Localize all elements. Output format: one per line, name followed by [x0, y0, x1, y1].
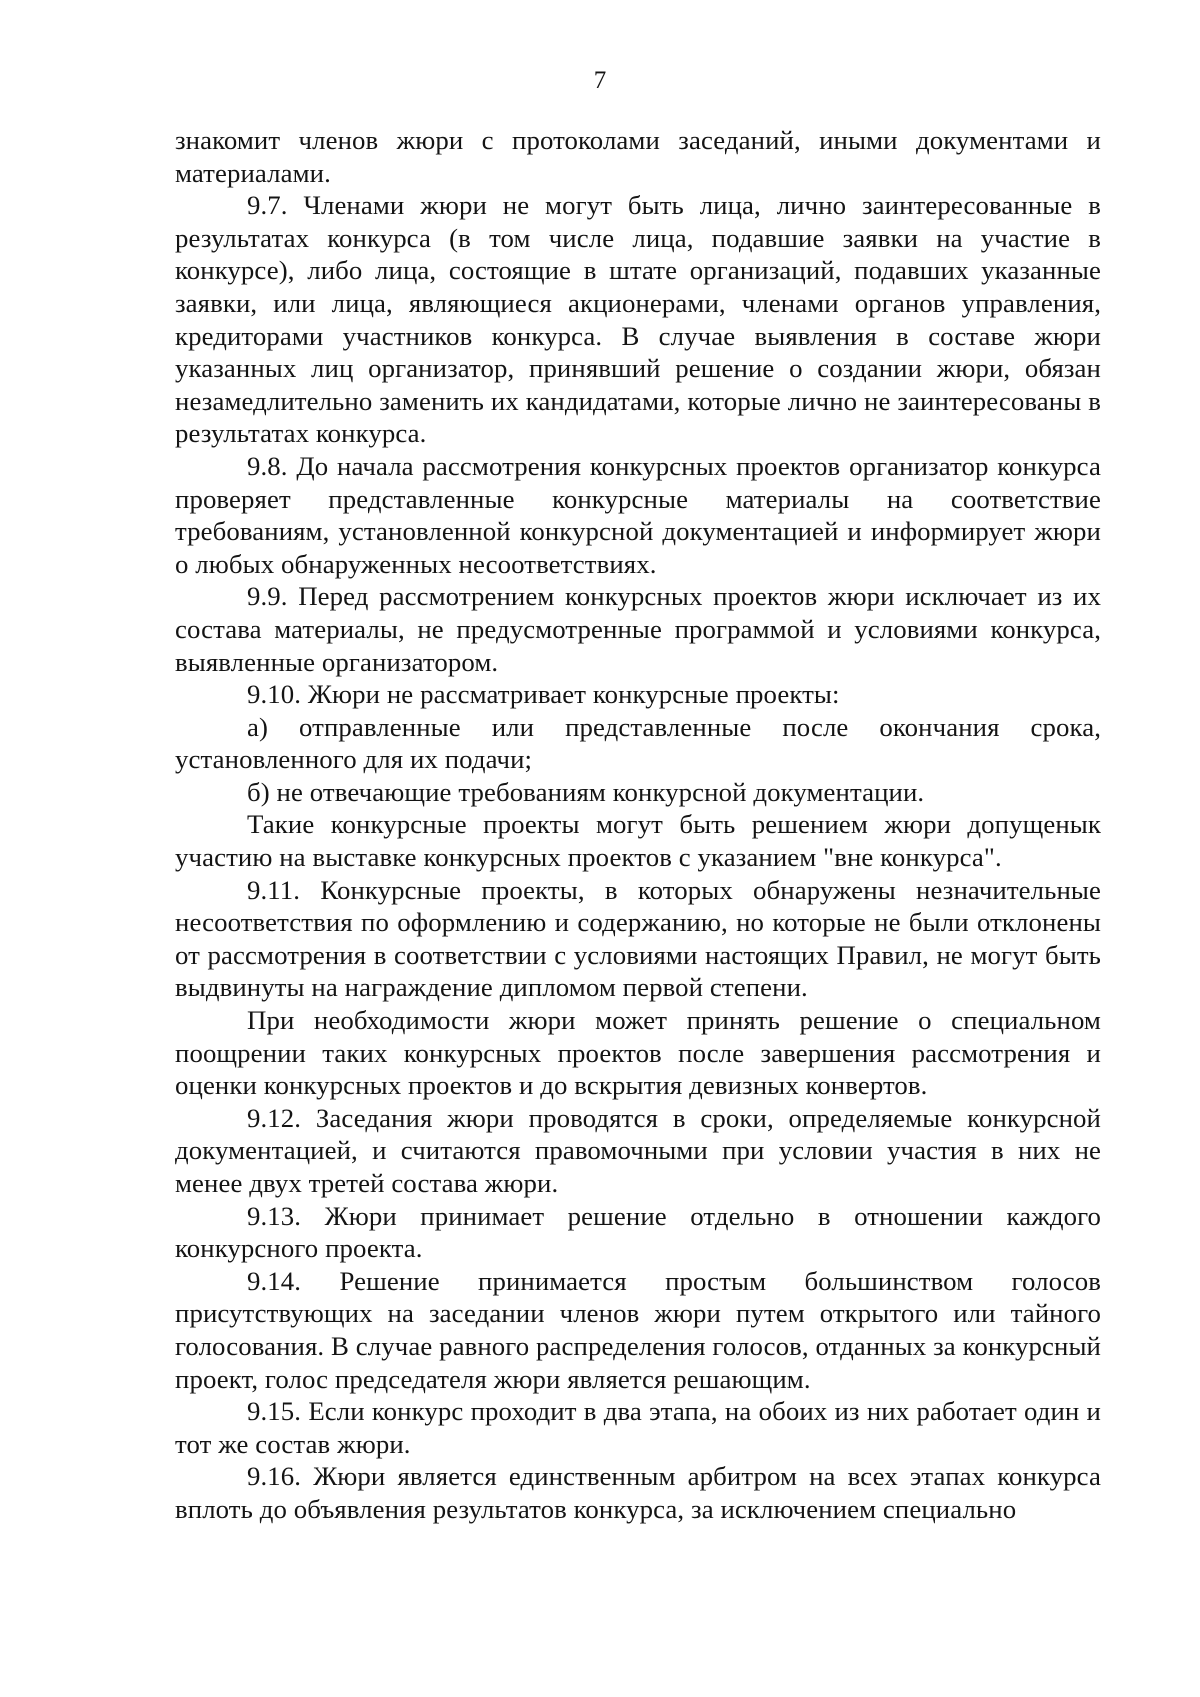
list-item-a: а) отправленные или представленные после окончания срока, установленного для их подачи; [175, 711, 1101, 775]
paragraph-9-11: 9.11. Конкурсные проекты, в которых обнаружены незначительные несоответствия по оформлению и содержанию, но которые не были отклонены от рассмотрения в соответствии с условиями настоящих Правил, не могут быть выдвинуты на награждение дипломом первой степени. [175, 874, 1101, 1003]
paragraph-9-16: 9.16. Жюри является единственным арбитром на всех этапах конкурса вплоть до объявления результатов конкурса, за исключением специально [175, 1461, 1101, 1524]
paragraph-9-12: 9.12. Заседания жюри проводятся в сроки, определяемые конкурсной документацией, и считаются правомочными при условии участия в них не менее двух третей состава жюри. [175, 1102, 1101, 1198]
paragraph-special-encouragement: При необходимости жюри может принять решение о специальном поощрении таких конкурсных проектов после завершения рассмотрения и оценки конкурсных проектов и до вскрытия девизных конвертов. [175, 1005, 1101, 1101]
page-number: 7 [593, 67, 607, 94]
paragraph-9-15: 9.15. Если конкурс проходит в два этапа, на обоих из них работает один и тот же состав жюри. [175, 1396, 1101, 1459]
paragraph-9-14: 9.14. Решение принимается простым большинством голосов присутствующих на заседании членов жюри путем открытого или тайного голосования. В случае равного распределения голосов, отданных за конкурсный проект, голос председателя жюри является решающим. [175, 1265, 1101, 1394]
paragraph-9-10: 9.10. Жюри не рассматривает конкурсные проекты: [247, 679, 840, 710]
paragraph-out-of-competition: Такие конкурсные проекты могут быть решением жюри допущенык участию на выставке конкурсных проектов с указанием "вне конкурса". [175, 809, 1101, 873]
paragraph-9-7: 9.7. Членами жюри не могут быть лица, лично заинтересованные в результатах конкурса (в том числе лица, подавшие заявки на участие в конкурсе), либо лица, состоящие в штате организаций, подавших указанные заявки, или лица, являющиеся акционерами, членами органов управления, кредиторами участников конкурса. В случае выявления в составе жюри указанных лиц организатор, принявший решение о создании жюри, обязан незамедлительно заменить их кандидатами, которые лично не заинтересованы в результатах конкурса. [175, 190, 1101, 449]
list-item-b: б) не отвечающие требованиям конкурсной документации. [247, 776, 925, 807]
paragraph-continuation: знакомит членов жюри с протоколами заседаний, иными документами и материалами. [175, 125, 1101, 188]
paragraph-9-9: 9.9. Перед рассмотрением конкурсных проектов жюри исключает из их состава материалы, не предусмотренные программой и условиями конкурса, выявленные организатором. [175, 581, 1101, 677]
paragraph-9-13: 9.13. Жюри принимает решение отдельно в отношении каждого конкурсного проекта. [175, 1200, 1101, 1264]
document-body [175, 124, 1101, 1526]
paragraph-9-8: 9.8. До начала рассмотрения конкурсных проектов организатор конкурса проверяет представленные конкурсные материалы на соответствие требованиям, установленной конкурсной документацией и информирует жюри о любых обнаруженных несоответствиях. [175, 450, 1101, 579]
